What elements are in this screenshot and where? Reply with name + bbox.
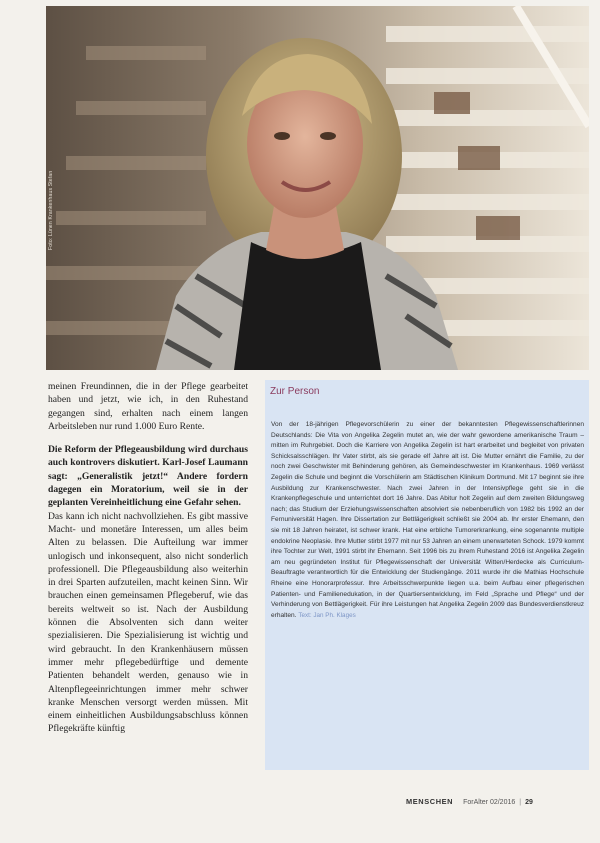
infobox-paragraph (271, 420, 584, 621)
footer-section: MENSCHEN (406, 797, 454, 806)
answer-continuation: meinen Freundinnen, die in der Pflege gearbeitet haben und jetzt, wie ich, in den Ruhestand gegangen sind, erhalten nach einem langen Arbeitsleben nur rund 1.000 Euro Rente. (48, 381, 248, 432)
portrait-illustration (46, 6, 589, 370)
photo-credit: Foto: Lünen Krankenhaus Stefan (48, 170, 54, 250)
infobox-body-text: Von der 18-jährigen Pflegevorschülerin zu einer der bekanntesten Pflegewissenschaftlerinnen Deutschlands: Die Vita von Angelika Zegelin mutet an, wie der wahr gewordene amerikanische Traum – mitten im Ruhrgebiet. Doch die Karriere von Angelika Zegelin ist hart erarbeitet und begleitet von privaten Schicksalsschlägen. Ihr Vater stirbt, als sie gerade elf Jahre alt ist. Die Mutter ernährt die Familie, zu der noch zwei Geschwister mit Behinderung gehören, als Gemeindeschwester im Krankenhaus. 1969 verlässt Zegelin die Schule und beginnt die Vorschülerin am Städtischen Klinikum Dortmund. Mit 17 beginnt sie ihre Ausbildung zur Krankenschwester. Nach zwei Jahren in der Intensivpflege geht sie in die Krankenpflegeschule und unterrichtet dort 16 Jahre. Das Abitur holt Zegelin auf dem zweiten Bildungsweg nach; das Studium der Erziehungswissenschaften absolviert sie nebenberuflich von 1982 bis 1992 an der Fernuniversität Hagen. Ihre Dissertation zur Bettlägerigkeit schließt sie 2004 ab. Ihr erster Ehemann, den sie mit 18 Jahren heiratet, ist schwer krank. Hat eine erbliche Tumorerkrankung, eine sogenannte multiple endokrine Neoplasie. Ihre Mutter stirbt 1977 mit nur 53 Jahren an einem unerwarteten Schock. 1979 kommt ihre Tochter zur Welt, 1991 stirbt ihr Ehemann. Seit 1996 bis zu ihrem Ruhestand 2016 ist Angelika Zegelin am neu gegründeten Institut für Pflegewissenschaft der Universität Witten/Herdecke als Curriculum-Beauftragte verantwortlich für die Entwicklung der Studiengänge. 2011 wurde ihr die Mathias Hochschule Rheine eine Honorarprofessur. Ihre Arbeitsschwerpunkte liegen u.a. beim Aufbau einer pflegerischen Patienten- und Familienedukation, in der Quartiersentwicklung, im Feld „Sprache und Pflege“ und der Verhinderung von Bettlägerigkeit. Für ihre Leistungen hat Angelika Zegelin 2009 das Bundesverdienstkreuz erhalten. (271, 421, 584, 619)
interview-column (48, 380, 248, 736)
infobox-author: Text: Jan Ph. Klages (298, 611, 356, 619)
interview-question: Die Reform der Pflegeausbildung wird durchaus auch kontrovers diskutiert. Karl-Josef Laumann sagt: „Generalistik jetzt!“ Andere fordern dagegen ein Moratorium, weil sie in der geplanten Vereinheitlichung eine Gefahr sehen. (48, 444, 248, 509)
interview-answer: Das kann ich nicht nachvollziehen. Es gibt massive Macht- und monetäre Interessen, um alles beim Alten zu belassen. Die Aufteilung war immer unlogisch und inkonsequent, also nicht sonderlich professionell. Die Pflegeausbildung also weiterhin in drei Sparten aufzuteilen, macht keinen Sinn. Wir brauchen einen gemeinsamen Pflegeberuf, wie das bereits weltweit so ist. Nach der Ausbildung können die Absolventen sich dann weiter spezialisieren. Die Spezialisierung ist wichtig und wird gebraucht. In den Krankenhäusern müssen immer mehr pflegebedürftige und demente Patienten behandelt werden, genauso wie in Altenpflegeeinrichtungen immer mehr schwer kranke Menschen versorgt werden müssen. Mit einem einheitlichen Ausbildungsabschluss können Pflegekräfte künftig (48, 510, 248, 735)
portrait-photo (46, 6, 589, 370)
infobox-body (271, 420, 584, 621)
page-number: 29 (525, 799, 533, 806)
page-footer (406, 797, 586, 811)
infobox-title: Zur Person (270, 386, 320, 397)
footer-issue: ForAlter 02/2016 (463, 799, 516, 806)
footer-separator: | (519, 799, 522, 806)
